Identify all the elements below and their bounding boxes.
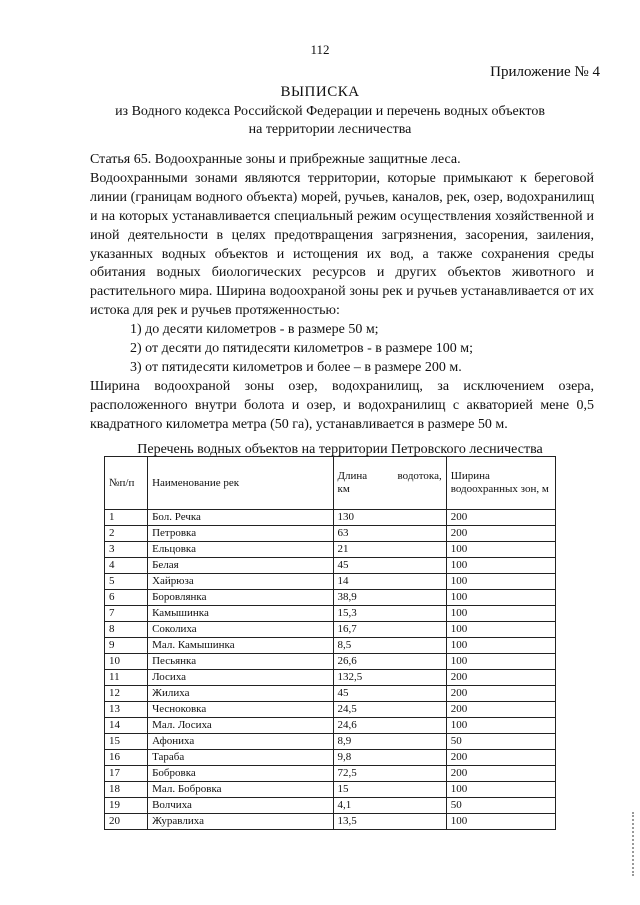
header-length — [333, 457, 446, 510]
table-row — [105, 734, 556, 750]
cell-name: Ельцовка — [148, 542, 333, 558]
cell-num: 19 — [105, 798, 148, 814]
table-row — [105, 622, 556, 638]
cell-width: 200 — [446, 750, 555, 766]
cell-name: Лосиха — [148, 670, 333, 686]
scan-edge-mark — [632, 812, 638, 876]
cell-num: 11 — [105, 670, 148, 686]
cell-num: 13 — [105, 702, 148, 718]
cell-name: Камышинка — [148, 606, 333, 622]
cell-name: Мал. Лосиха — [148, 718, 333, 734]
cell-num: 20 — [105, 814, 148, 830]
cell-num: 12 — [105, 686, 148, 702]
cell-num: 9 — [105, 638, 148, 654]
cell-length: 72,5 — [333, 766, 446, 782]
cell-length: 8,5 — [333, 638, 446, 654]
table-row — [105, 686, 556, 702]
article-paragraph-1: Водоохранными зонами являются территории, которые примыкают к береговой линии (границам водного объекта) морей, ручьев, каналов, рек, озер, водохранилищ и на которых устанавливается специальный режим осуществления хозяйственной и иной деятельности в целях предотвращения загрязнения, засорения, заиления, указанных водных объектов и истощения их вод, а также сохранения среды обитания водных биологических ресурсов и других объектов животного и растительного мира. Ширина водоохраной зоны рек и ручьев устанавливается от их истока для рек и ручьев протяженностью: — [90, 170, 594, 319]
header-length-a: Длина — [337, 470, 368, 482]
cell-width: 200 — [446, 702, 555, 718]
cell-num: 7 — [105, 606, 148, 622]
cell-width: 200 — [446, 766, 555, 782]
cell-num: 10 — [105, 654, 148, 670]
list-item: 2) от десяти до пятидесяти километров - в размере 100 м; — [130, 341, 473, 357]
article-paragraph-2: Ширина водоохраной зоны озер, водохранилищ, за исключением озера, расположенного внутри болота и озер, и водохранилищ с акваторией мене 0,5 квадратного километра метра (50 га), устанавливается в размере 50 м. — [90, 378, 594, 432]
cell-num: 16 — [105, 750, 148, 766]
cell-length: 24,5 — [333, 702, 446, 718]
cell-length: 15 — [333, 782, 446, 798]
cell-num: 14 — [105, 718, 148, 734]
cell-length: 26,6 — [333, 654, 446, 670]
cell-name: Петровка — [148, 526, 333, 542]
cell-length: 14 — [333, 574, 446, 590]
cell-num: 2 — [105, 526, 148, 542]
table-row — [105, 702, 556, 718]
cell-width: 100 — [446, 558, 555, 574]
table-row — [105, 574, 556, 590]
cell-width: 100 — [446, 606, 555, 622]
header-name: Наименование рек — [148, 457, 333, 510]
cell-num: 3 — [105, 542, 148, 558]
cell-length: 9,8 — [333, 750, 446, 766]
cell-num: 8 — [105, 622, 148, 638]
cell-width: 100 — [446, 718, 555, 734]
cell-num: 5 — [105, 574, 148, 590]
cell-name: Мал. Камышинка — [148, 638, 333, 654]
rivers-table — [104, 456, 556, 830]
cell-length: 8,9 — [333, 734, 446, 750]
cell-name: Тараба — [148, 750, 333, 766]
table-row — [105, 750, 556, 766]
cell-name: Волчиха — [148, 798, 333, 814]
cell-name: Журавлиха — [148, 814, 333, 830]
cell-length: 4,1 — [333, 798, 446, 814]
cell-name: Бол. Речка — [148, 510, 333, 526]
cell-width: 100 — [446, 782, 555, 798]
table-row — [105, 814, 556, 830]
document-subtitle: из Водного кодекса Российской Федерации и перечень водных объектов на территории лесничества — [115, 104, 545, 137]
cell-width: 50 — [446, 734, 555, 750]
cell-width: 100 — [446, 654, 555, 670]
cell-num: 6 — [105, 590, 148, 606]
header-length-b: водотока, — [397, 470, 442, 482]
table-row — [105, 542, 556, 558]
cell-num: 4 — [105, 558, 148, 574]
cell-name: Белая — [148, 558, 333, 574]
cell-width: 50 — [446, 798, 555, 814]
table-row — [105, 766, 556, 782]
table-row — [105, 590, 556, 606]
cell-length: 24,6 — [333, 718, 446, 734]
table-row — [105, 526, 556, 542]
cell-name: Афониха — [148, 734, 333, 750]
table-row — [105, 654, 556, 670]
article-heading: Статья 65. Водоохранные зоны и прибрежные защитные леса. — [90, 152, 461, 167]
cell-num: 18 — [105, 782, 148, 798]
cell-width: 200 — [446, 670, 555, 686]
cell-name: Боровлянка — [148, 590, 333, 606]
cell-length: 130 — [333, 510, 446, 526]
cell-length: 15,3 — [333, 606, 446, 622]
article-body — [90, 151, 594, 435]
table-row — [105, 718, 556, 734]
table-row — [105, 558, 556, 574]
document-title: ВЫПИСКА — [280, 84, 360, 100]
cell-num: 17 — [105, 766, 148, 782]
header-length-c: км — [337, 483, 350, 495]
cell-name: Бобровка — [148, 766, 333, 782]
cell-width: 100 — [446, 638, 555, 654]
cell-length: 45 — [333, 558, 446, 574]
table-row — [105, 638, 556, 654]
cell-length: 13,5 — [333, 814, 446, 830]
appendix-label: Приложение № 4 — [490, 64, 600, 80]
list-item: 1) до десяти километров - в размере 50 м; — [130, 322, 379, 338]
header-num: №п/п — [105, 457, 148, 510]
cell-name: Песьянка — [148, 654, 333, 670]
table-row — [105, 510, 556, 526]
table-row — [105, 798, 556, 814]
table-row — [105, 782, 556, 798]
cell-name: Мал. Бобровка — [148, 782, 333, 798]
list-item: 3) от пятидесяти километров и более – в размере 200 м. — [130, 359, 462, 375]
cell-num: 1 — [105, 510, 148, 526]
cell-width: 100 — [446, 574, 555, 590]
cell-length: 21 — [333, 542, 446, 558]
table-row — [105, 670, 556, 686]
cell-width: 100 — [446, 542, 555, 558]
cell-width: 200 — [446, 510, 555, 526]
cell-num: 15 — [105, 734, 148, 750]
cell-length: 45 — [333, 686, 446, 702]
cell-name: Хайрюза — [148, 574, 333, 590]
cell-width: 100 — [446, 814, 555, 830]
table-body — [105, 510, 556, 830]
cell-length: 38,9 — [333, 590, 446, 606]
table-header-row — [105, 457, 556, 510]
table-caption: Перечень водных объектов на территории Петровского лесничества — [137, 442, 543, 457]
page-number: 112 — [310, 42, 330, 57]
cell-width: 200 — [446, 686, 555, 702]
header-width: Ширина водоохранных зон, м — [446, 457, 555, 510]
cell-name: Чесноковка — [148, 702, 333, 718]
cell-length: 132,5 — [333, 670, 446, 686]
table-row — [105, 606, 556, 622]
cell-length: 16,7 — [333, 622, 446, 638]
cell-name: Соколиха — [148, 622, 333, 638]
cell-width: 100 — [446, 622, 555, 638]
cell-width: 200 — [446, 526, 555, 542]
cell-length: 63 — [333, 526, 446, 542]
cell-name: Жилиха — [148, 686, 333, 702]
cell-width: 100 — [446, 590, 555, 606]
